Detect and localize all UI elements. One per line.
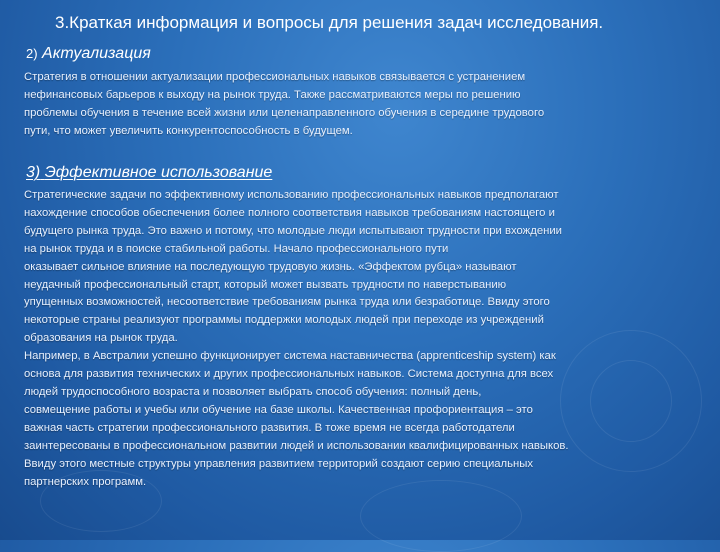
text-line: образования на рынок труда. xyxy=(24,332,178,345)
text-line: Например, в Австралии успешно функционирует система наставничества (apprenticeship system) как xyxy=(24,350,556,363)
section-heading-actualization xyxy=(26,44,151,64)
slide-title: 3.Краткая информация и вопросы для решения задач исследования. xyxy=(55,13,604,32)
text-line: нахождение способов обеспечения более полного соответствия навыков требованиям настоящего и xyxy=(24,206,555,219)
text-line: Ввиду этого местные структуры управления развитием территорий создают серию специальных xyxy=(24,457,534,470)
text-line: проблемы обучения в течение всей жизни или целенаправленного обучения в середине трудового xyxy=(24,106,545,119)
text-line: некоторые страны реализуют программы поддержки молодых людей при переходе из учреждений xyxy=(24,314,544,327)
text-line: совмещение работы и учебы или обучение на базе школы. Качественная профориентация – это xyxy=(24,403,533,416)
text-line: Стратегические задачи по эффективному использованию профессиональных навыков предполагают xyxy=(24,189,559,201)
text-line: заинтересованы в профессиональном развитии людей и использовании квалифицированных навыков. xyxy=(24,439,569,452)
section-body-actualization xyxy=(24,69,708,141)
section-number: 2) xyxy=(26,46,38,61)
text-line: нефинансовых барьеров к выходу на рынок труда. Также рассматриваются меры по решению xyxy=(24,88,521,101)
text-line: Стратегия в отношении актуализации профессиональных навыков связывается с устранением xyxy=(24,71,526,83)
text-line: партнерских программ. xyxy=(24,475,147,488)
section-heading-text: Актуализация xyxy=(42,45,151,62)
text-line: оказывает сильное влияние на последующую трудовую жизнь. «Эффектом рубца» называют xyxy=(24,260,517,273)
section-number: 3) xyxy=(26,164,41,181)
text-line: важная часть стратегии профессионального развития. В тоже время не всегда работодатели xyxy=(24,421,515,434)
text-line: на рынок труда и в поиске стабильной работы. Начало профессионального пути xyxy=(24,242,449,255)
text-line: будущего рынка труда. Это важно и потому, что молодые люди испытывают трудности при вхождении xyxy=(24,224,562,237)
section-heading-effective-use xyxy=(26,163,272,183)
text-line: упущенных возможностей, несоответствие требованиям рынка труда или безработице. Ввиду этого xyxy=(24,296,550,309)
text-line: людей трудоспособного возраста и позволяет выбрать способ обучения: полный день, xyxy=(24,385,482,398)
text-line: пути, что может увеличить конкурентоспособность в будущем. xyxy=(24,124,353,137)
text-line: неудачный профессиональный старт, который может вызвать трудности по наверстыванию xyxy=(24,278,507,291)
text-line: основа для развития технических и других профессиональных навыков. Система доступна для всех xyxy=(24,368,554,381)
section-body-effective-use xyxy=(24,187,708,491)
section-heading-text: Эффективное использование xyxy=(44,164,273,181)
